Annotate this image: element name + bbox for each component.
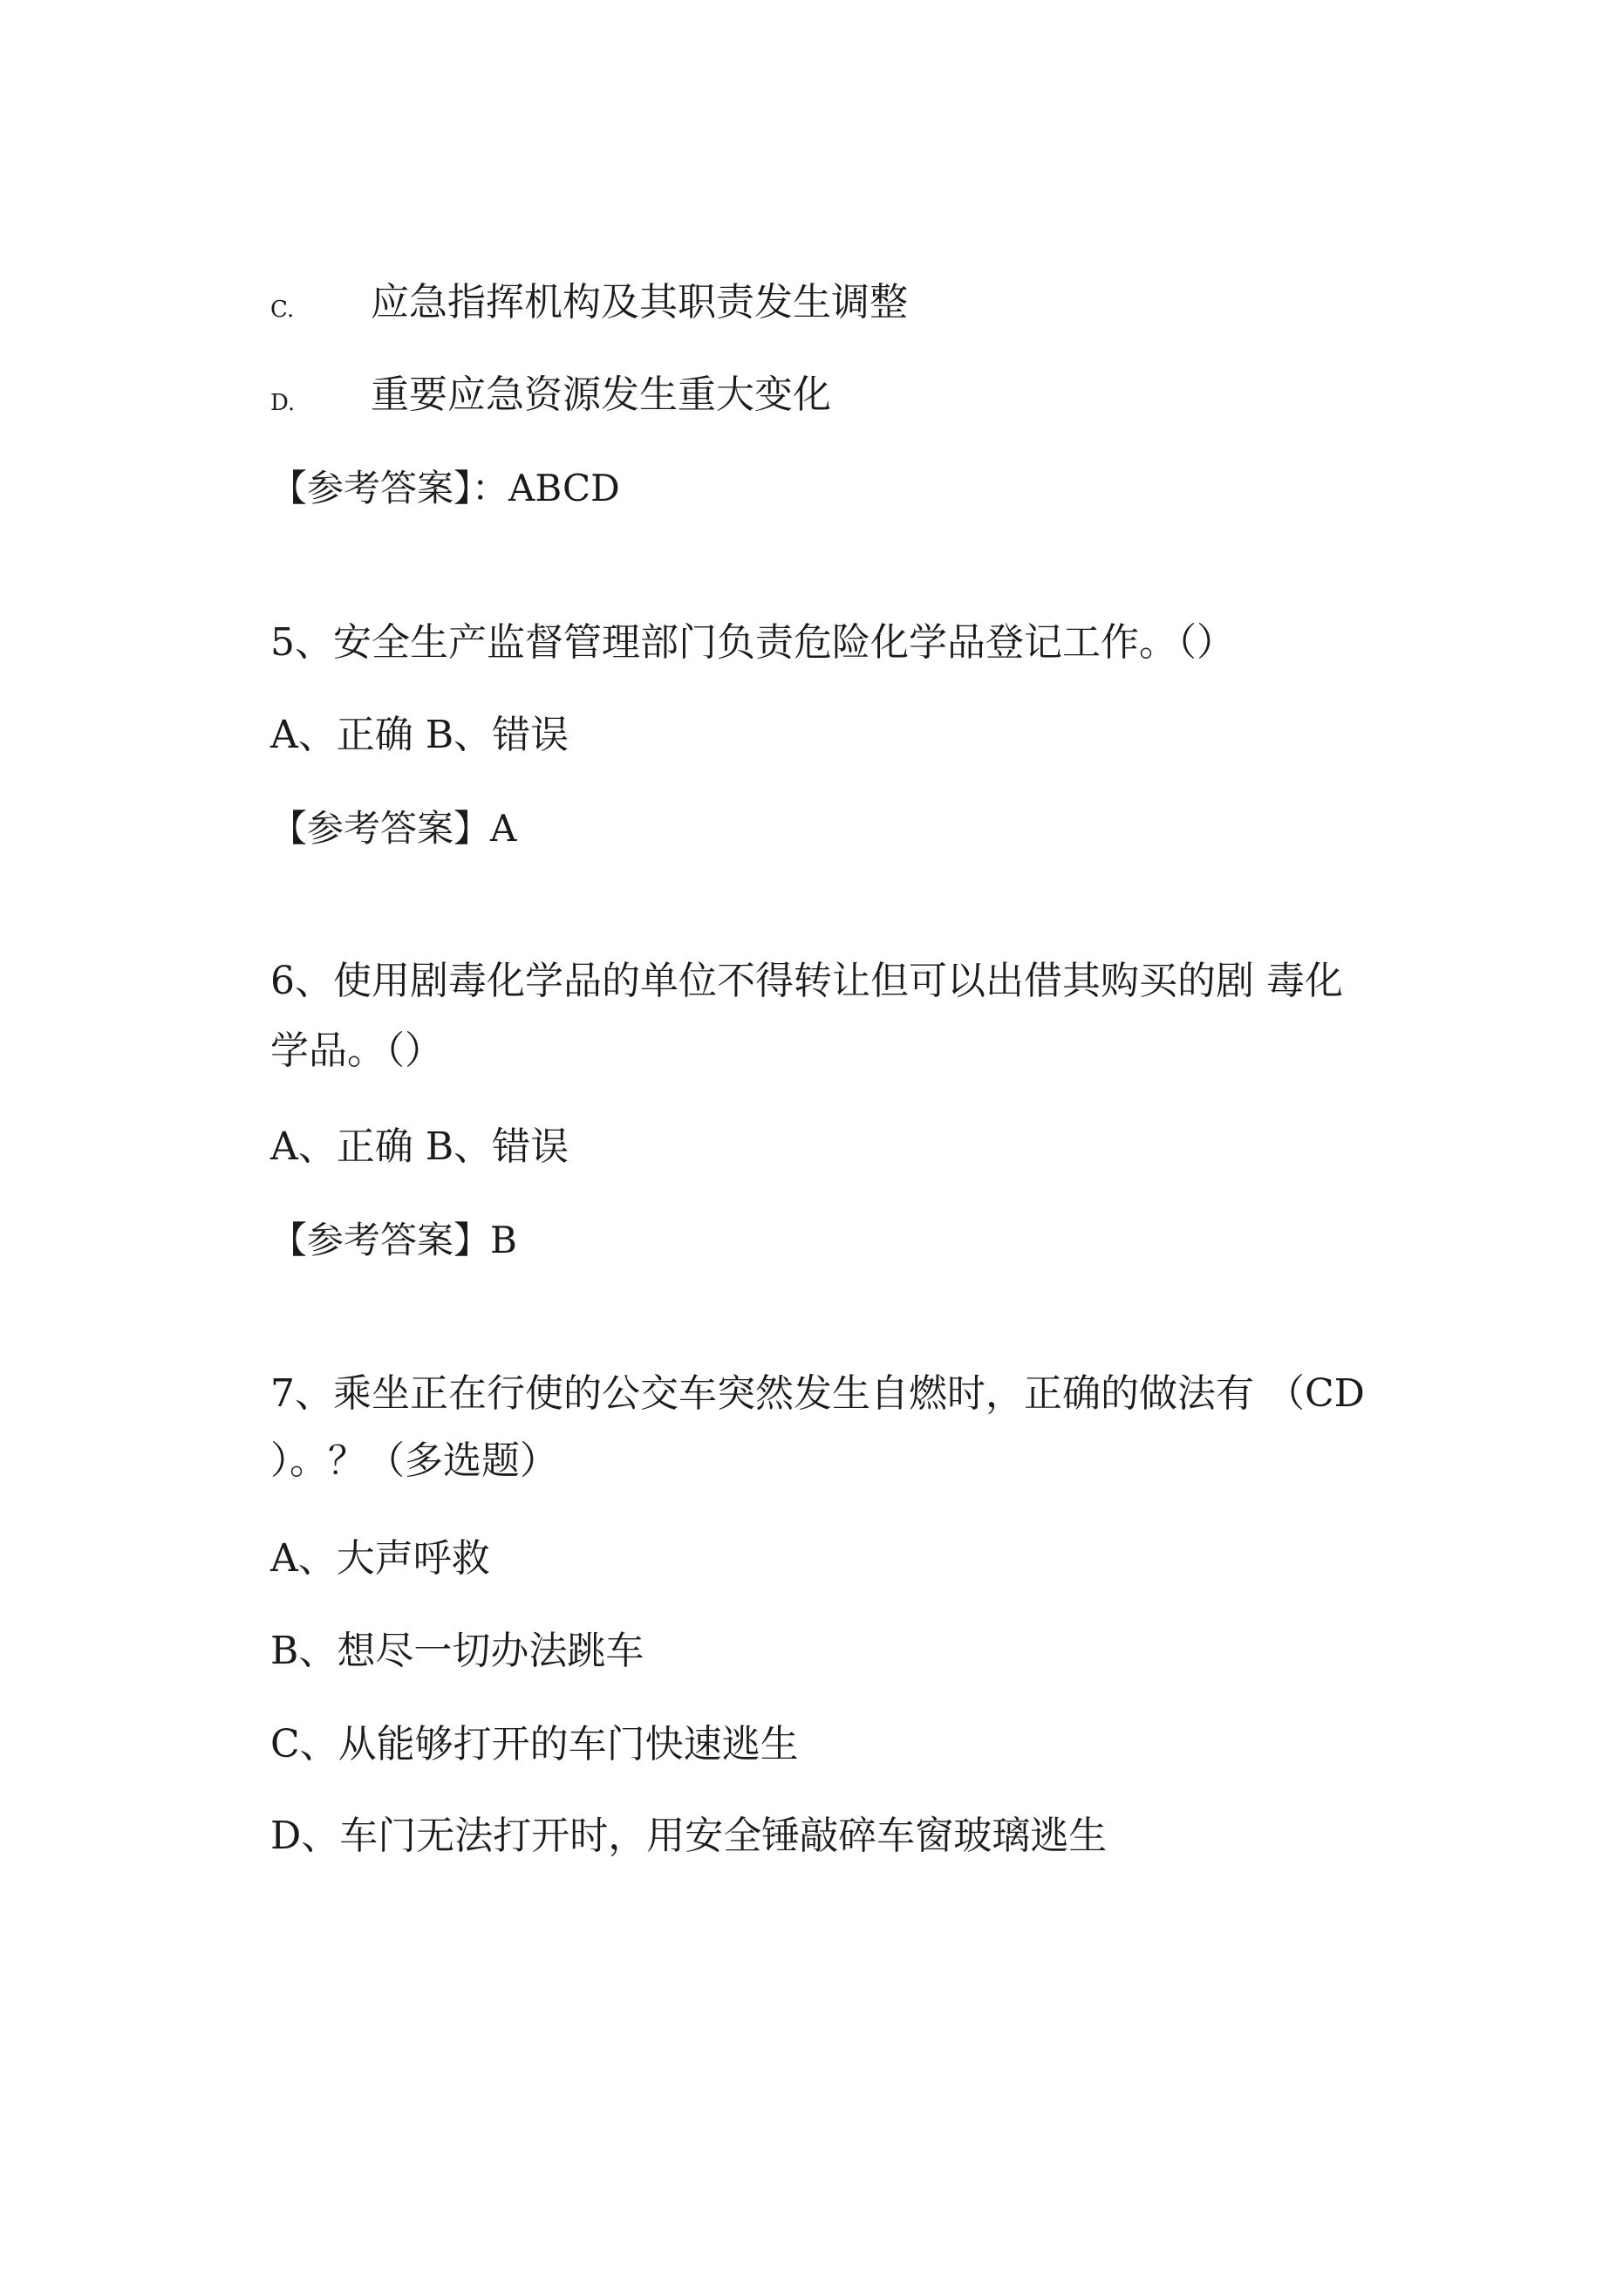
question-5: 5、安全生产监督管理部门负责危险化学品登记工作。（） bbox=[270, 620, 1235, 665]
question-7-option-b: B、想尽一切办法跳车 bbox=[270, 1629, 644, 1673]
question-6-line2: 学品。（） bbox=[270, 1028, 443, 1073]
question-7-option-d: D、车门无法打开时，用安全锤敲碎车窗玻璃逃生 bbox=[270, 1814, 1108, 1858]
option-c-text: 应急指挥机构及其职责发生调整 bbox=[371, 280, 908, 325]
option-d-text: 重要应急资源发生重大变化 bbox=[371, 372, 831, 417]
option-d-letter: D. bbox=[270, 390, 296, 416]
question-7-line2: ）。？（多选题） bbox=[270, 1438, 558, 1483]
question-5-options: A、正确 B、错误 bbox=[270, 713, 569, 757]
question-6-options: A、正确 B、错误 bbox=[270, 1124, 569, 1169]
prev-answer: 【参考答案】：ABCD bbox=[270, 467, 620, 509]
option-c-letter: C. bbox=[270, 297, 295, 323]
question-5-answer: 【参考答案】A bbox=[270, 807, 517, 850]
question-6-answer: 【参考答案】B bbox=[270, 1219, 517, 1261]
question-7-option-a: A、大声呼救 bbox=[270, 1536, 490, 1581]
question-7-option-c: C、从能够打开的车门快速逃生 bbox=[270, 1722, 799, 1766]
question-7-line1: 7、乘坐正在行使的公交车突然发生自燃时，正确的做法有 （CD bbox=[270, 1371, 1365, 1416]
question-6-line1: 6、使用剧毒化学品的单位不得转让但可以出借其购买的剧 毒化 bbox=[270, 959, 1343, 1003]
